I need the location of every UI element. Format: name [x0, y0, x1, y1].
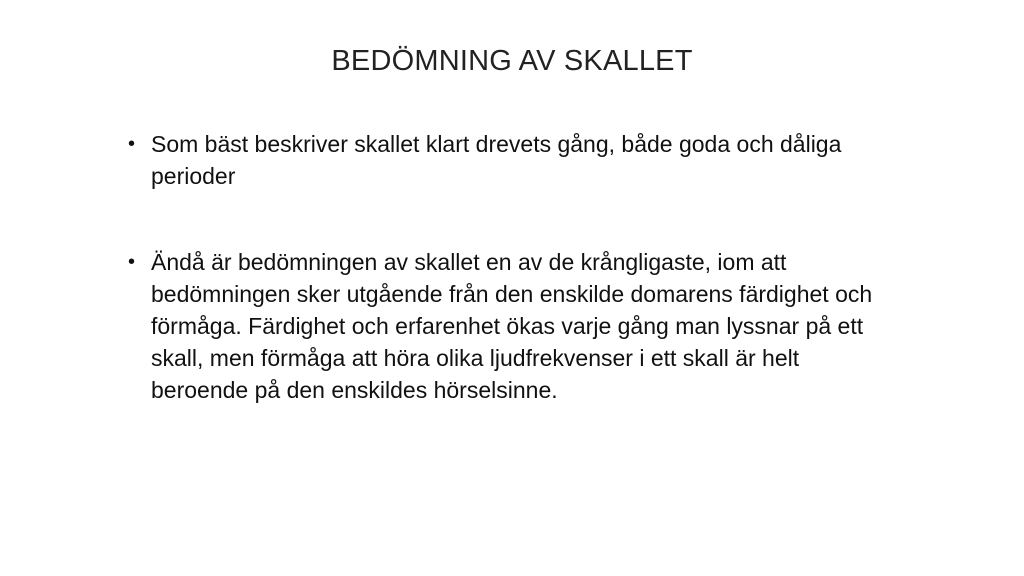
bullet-marker: • — [128, 251, 136, 273]
bullet-text: Som bäst beskriver skallet klart drevets gång, både goda och dåliga perioder — [151, 131, 842, 189]
bullet-item — [128, 128, 878, 192]
bullet-marker: • — [128, 133, 136, 155]
slide-title: BEDÖMNING AV SKALLET — [331, 45, 693, 77]
bullet-list — [128, 128, 878, 406]
bullet-text: Ändå är bedömningen av skallet en av de krångligaste, iom att bedömningen sker utgående från den enskilde domarens färdighet och förmåga. Färdighet och erfarenhet ökas varje gång man lyssnar på ett skall, men förmåga att höra olika ljudfrekvenser i ett skall är helt beroende på den enskildes hörselsinne. — [151, 249, 873, 403]
bullet-item — [128, 246, 878, 406]
